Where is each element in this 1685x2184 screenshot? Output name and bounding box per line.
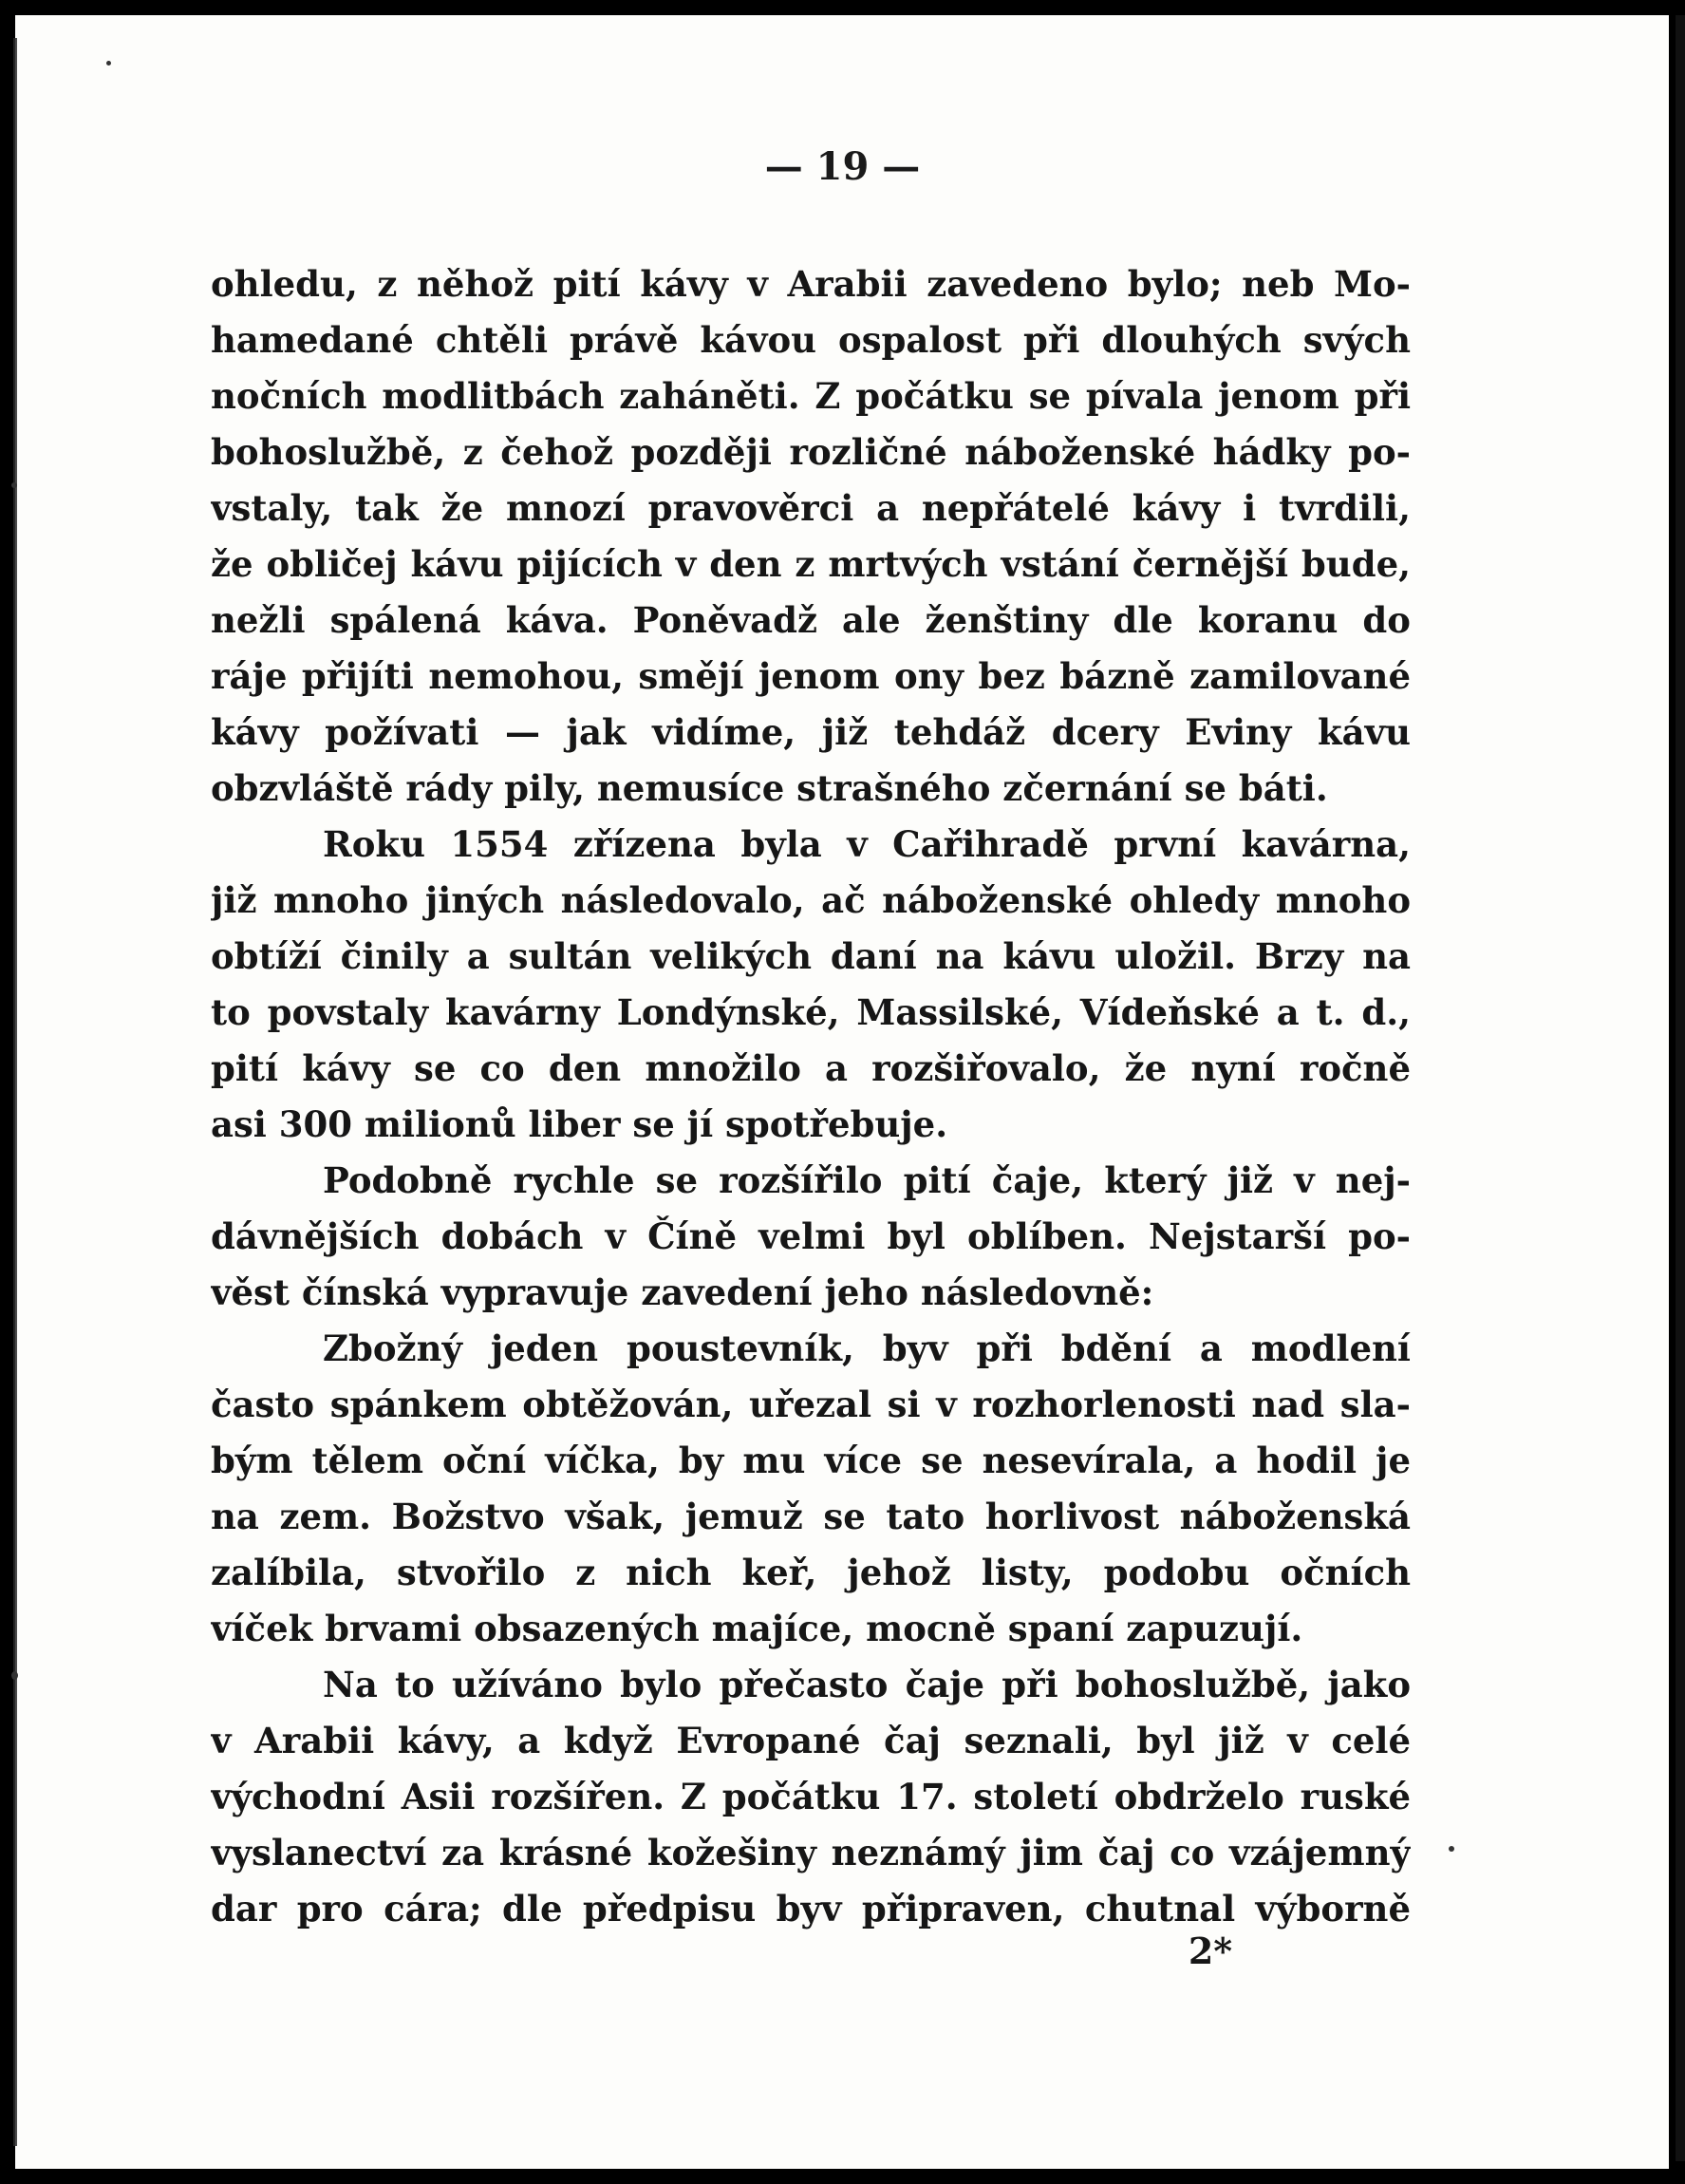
dust-speck (11, 1671, 18, 1680)
text-line: vstaly, tak že mnozí pravověrci a nepřátelé kávy i tvrdili, (211, 487, 1411, 529)
text-line: ohledu, z něhož pití kávy v Arabii zavedeno bylo; neb Mo- (211, 263, 1411, 305)
text-line: nočních modlitbách zaháněti. Z počátku se pívala jenom při (211, 375, 1411, 417)
text-line: zalíbila, stvořilo z nich keř, jehož listy, podobu očních (211, 1552, 1411, 1593)
text-line: dar pro cára; dle předpisu byv připraven, chutnal výborně (211, 1888, 1411, 1930)
text-line: bohoslužbě, z čehož později rozličné náboženské hádky po- (211, 431, 1411, 473)
text-line: již mnoho jiných následovalo, ač náboženské ohledy mnoho (211, 879, 1411, 921)
dust-speck (106, 61, 111, 66)
signature-mark: 2* (1188, 1930, 1233, 1972)
text-line: obtíží činily a sultán velikých daní na kávu uložil. Brzy na (211, 935, 1411, 977)
text-line: pití kávy se co den množilo a rozšiřovalo, že nyní ročně (211, 1047, 1411, 1089)
text-line: obzvláště rády pily, nemusíce strašného zčernání se báti. (211, 767, 1328, 809)
text-line: Podobně rychle se rozšířilo pití čaje, který již v nej- (323, 1159, 1411, 1201)
page-left-edge (13, 38, 17, 2146)
body-text (211, 256, 1411, 1937)
text-line: dávnějších dobách v Číně velmi byl oblíben. Nejstarší po- (211, 1215, 1411, 1257)
text-line: Na to užíváno bylo přečasto čaje při bohoslužbě, jako (323, 1664, 1411, 1705)
dust-speck (11, 482, 17, 488)
text-line: kávy požívati — jak vidíme, již tehdáž dcery Eviny kávu (211, 711, 1411, 753)
text-line: Roku 1554 zřízena byla v Cařihradě první kavárna, (323, 823, 1411, 865)
text-line: bým tělem oční víčka, by mu více se nesevírala, a hodil je (211, 1440, 1411, 1481)
text-line: v Arabii kávy, a když Evropané čaj seznali, byl již v celé (211, 1720, 1411, 1761)
text-line: nežli spálená káva. Poněvadž ale ženštiny dle koranu do (211, 599, 1411, 641)
text-line: na zem. Božstvo však, jemuž se tato horlivost náboženská (211, 1496, 1411, 1537)
page-right-edge (1676, 15, 1685, 2161)
text-line: hamedané chtěli právě kávou ospalost při dlouhých svých (211, 319, 1411, 361)
text-line: východní Asii rozšířen. Z počátku 17. století obdrželo ruské (211, 1776, 1411, 1817)
text-line: věst čínská vypravuje zavedení jeho následovně: (211, 1271, 1154, 1313)
text-line: Zbožný jeden poustevník, byv při bdění a modlení (323, 1327, 1411, 1369)
text-line: vyslanectví za krásné kožešiny neznámý jim čaj co vzájemný (211, 1832, 1411, 1873)
text-line: víček brvami obsazených majíce, mocně spaní zapuzují. (211, 1608, 1303, 1649)
page-number: — 19 — (764, 144, 921, 189)
text-line: asi 300 milionů liber se jí spotřebuje. (211, 1103, 948, 1145)
text-line: často spánkem obtěžován, uřezal si v rozhorlenosti nad sla- (211, 1384, 1411, 1425)
text-line: že obličej kávu pijících v den z mrtvých vstání černější bude, (211, 543, 1411, 585)
dust-speck (1449, 1846, 1454, 1852)
text-line: ráje přijíti nemohou, smějí jenom ony bez bázně zamilované (211, 655, 1411, 697)
text-line: to povstaly kavárny Londýnské, Massilské, Vídeňské a t. d., (211, 991, 1411, 1033)
